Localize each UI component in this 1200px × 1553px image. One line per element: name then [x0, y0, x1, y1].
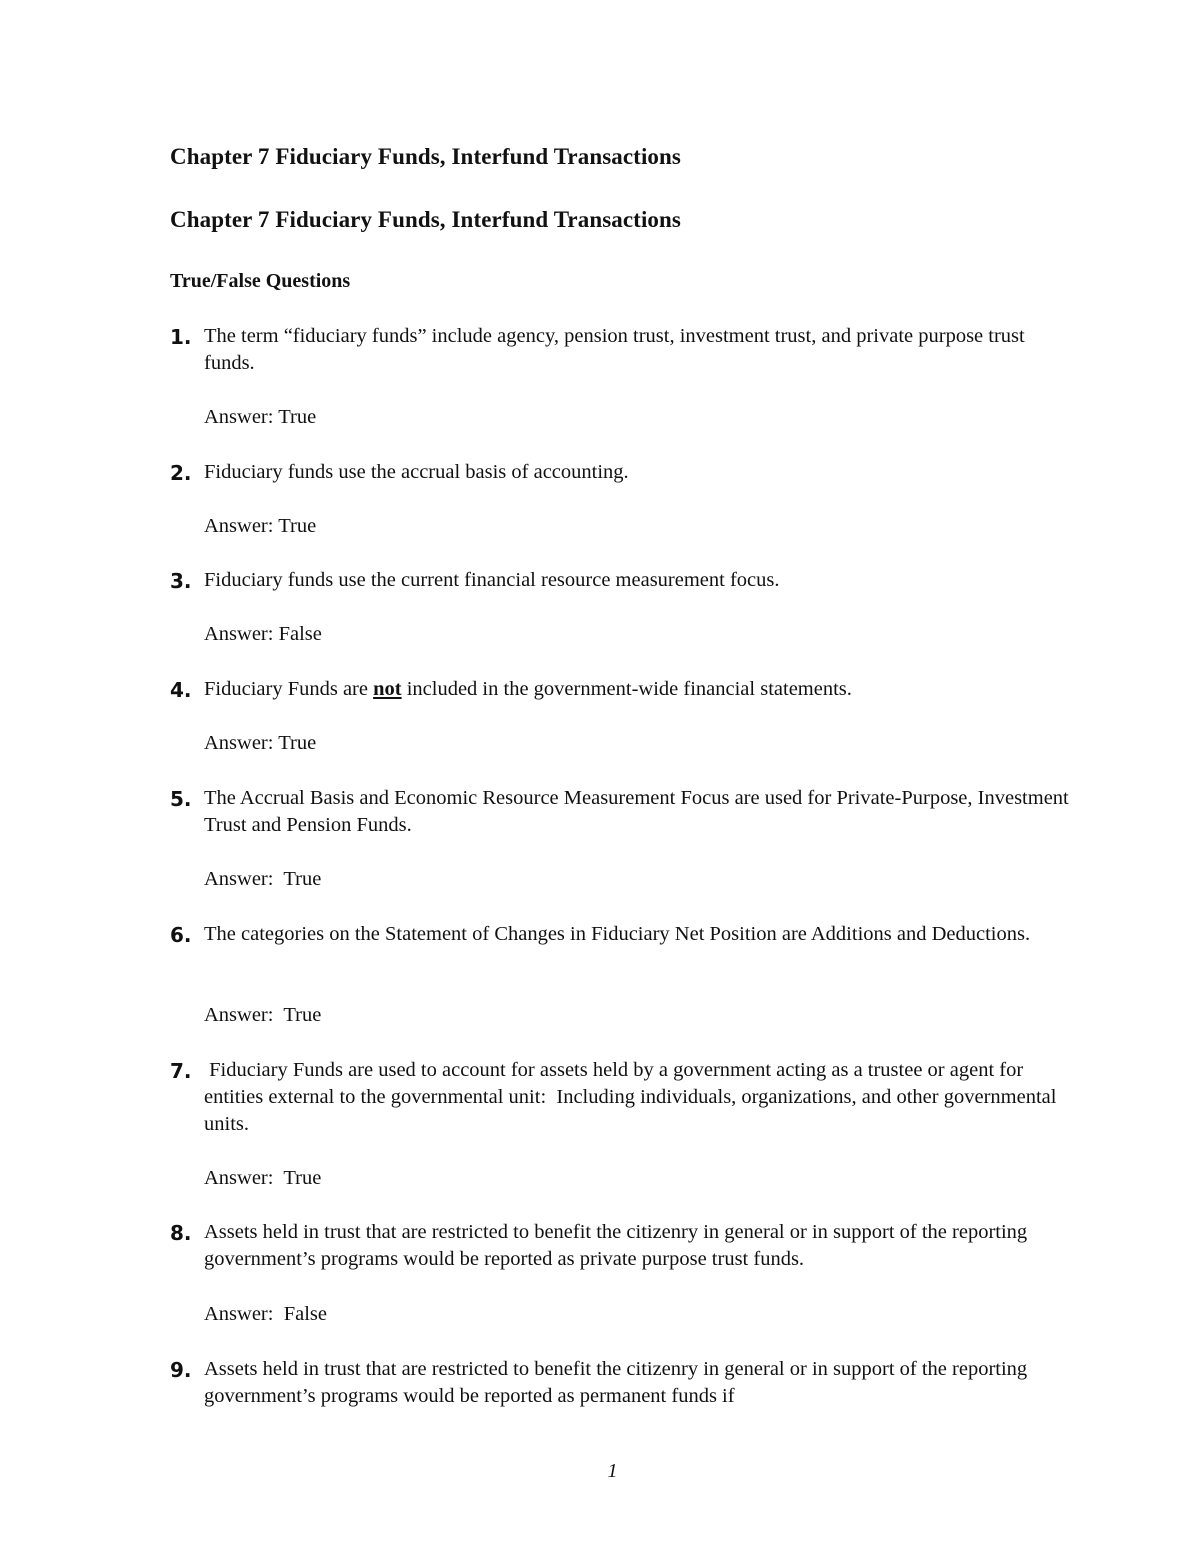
question-text: Fiduciary funds use the accrual basis of accounting.: [204, 461, 629, 483]
question-text-after: included in the government-wide financial statements.: [401, 678, 852, 700]
question-number: 4.: [170, 678, 192, 702]
question-answer: Answer: True: [204, 515, 317, 537]
question-number: 5.: [170, 787, 192, 811]
question-number: 7.: [170, 1059, 192, 1083]
question-text: The Accrual Basis and Economic Resource Measurement Focus are used for Private-Purpose, Investment Trust and Pension Funds.: [204, 787, 1069, 836]
question-answer: Answer: False: [204, 1303, 327, 1325]
question-number: 2.: [170, 461, 192, 485]
question-text: [204, 676, 1074, 703]
chapter-heading: Chapter 7 Fiduciary Funds, Interfund Transactions: [170, 144, 681, 169]
question-number: 8.: [170, 1221, 192, 1245]
question-text: Assets held in trust that are restricted to benefit the citizenry in general or in support of the reporting government’s programs would be reported as private purpose trust funds.: [204, 1221, 1028, 1270]
question-answer: Answer: True: [204, 406, 317, 428]
question-number: 9.: [170, 1358, 192, 1382]
question-text-before: Fiduciary Funds are: [204, 678, 374, 700]
emphasis-not: not: [373, 678, 402, 700]
question-number: 3.: [170, 569, 192, 593]
question-text: Fiduciary Funds are used to account for assets held by a government acting as a trustee or agent for entities external to the governmental unit: Including individuals, organizations, and other governmental units.: [204, 1059, 1062, 1135]
question-text: Fiduciary funds use the current financial resource measurement focus.: [204, 569, 780, 591]
chapter-heading-repeat: Chapter 7 Fiduciary Funds, Interfund Transactions: [170, 207, 681, 232]
question-text: The categories on the Statement of Changes in Fiduciary Net Position are Additions and Deductions.: [204, 923, 1031, 945]
question-answer: Answer: True: [204, 1004, 322, 1026]
question-text: Assets held in trust that are restricted to benefit the citizenry in general or in support of the reporting government’s programs would be reported as permanent funds if: [204, 1358, 1028, 1407]
question-text: The term “fiduciary funds” include agency, pension trust, investment trust, and private purpose trust funds.: [204, 325, 1025, 374]
question-answer: Answer: True: [204, 732, 317, 754]
question-number: 1.: [170, 325, 192, 349]
page-number: 1: [607, 1460, 618, 1482]
question-answer: Answer: True: [204, 1167, 322, 1189]
section-title: True/False Questions: [170, 270, 351, 292]
question-number: 6.: [170, 923, 192, 947]
question-answer: Answer: True: [204, 868, 322, 890]
question-answer: Answer: False: [204, 623, 322, 645]
